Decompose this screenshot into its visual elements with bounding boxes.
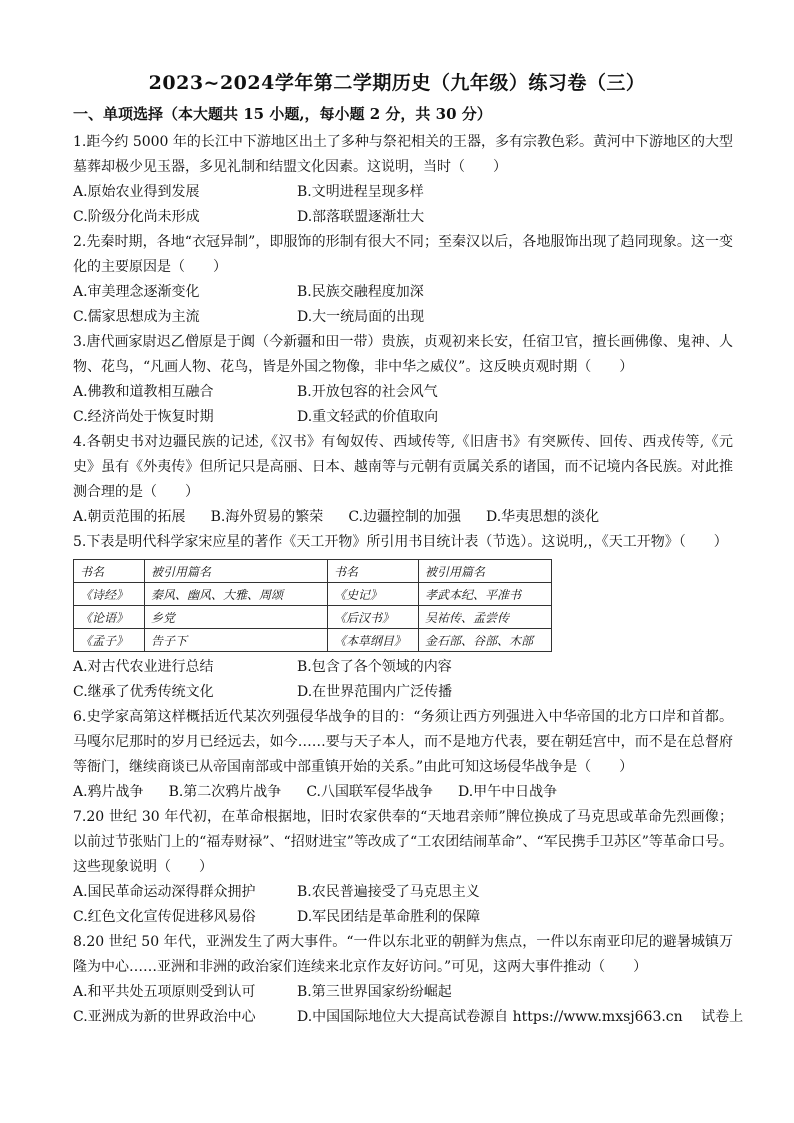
question-8 bbox=[73, 930, 744, 1030]
option-b: B.第三世界国家纷纷崛起 bbox=[297, 984, 452, 1000]
option-b: B.包含了各个领域的内容 bbox=[297, 659, 452, 675]
question-stem: 8.20 世纪 50 年代，亚洲发生了两大事件。“一件以东北亚的朝鲜为焦点，一件以东南亚印尼的避暑城镇万隆为中心……亚洲和非洲的政治家们连续来北京作友好访问。”可见，这两大事件推动（ ） bbox=[73, 934, 733, 975]
option-b: B.开放包容的社会风气 bbox=[297, 384, 438, 400]
question-2 bbox=[73, 230, 733, 330]
table-row bbox=[74, 583, 552, 606]
table-cell: 《论语》 bbox=[74, 606, 145, 629]
option-list bbox=[73, 780, 733, 805]
option-list bbox=[73, 380, 733, 430]
question-stem: 5.下表是明代科学家宋应星的著作《天工开物》所引用书目统计表（节选）。这说明,，《天工开物》（ ） bbox=[73, 534, 728, 550]
option-d: D.中国国际地位大大提高试卷源自 https://www.mxsj663.cn 试卷上 bbox=[297, 1009, 744, 1025]
table-cell: 《本草纲目》 bbox=[328, 629, 419, 652]
option-c: C.红色文化宣传促进移风易俗 bbox=[73, 909, 256, 925]
option-a: A.国民革命运动深得群众拥护 bbox=[73, 884, 256, 900]
option-list bbox=[73, 280, 733, 330]
option-a: A.鸦片战争 bbox=[73, 784, 144, 800]
table-header-row bbox=[74, 560, 552, 583]
table-header-cell: 被引用篇名 bbox=[419, 560, 552, 583]
page-title: 2023~2024学年第二学期历史（九年级）练习卷（三） bbox=[148, 72, 646, 94]
option-d: D.在世界范围内广泛传播 bbox=[297, 684, 453, 700]
table-header-cell: 书名 bbox=[328, 560, 419, 583]
table-cell: 《后汉书》 bbox=[328, 606, 419, 629]
question-stem: 3.唐代画家尉迟乙僧原是于阗（今新疆和田一带）贵族，贞观初来长安，任宿卫官，擅长画佛像、鬼神、人物、花鸟，“凡画人物、花鸟，皆是外国之物像，非中华之威仪”。这反映贞观时期（ ） bbox=[73, 334, 733, 375]
option-a: A.朝贡范围的拓展 bbox=[73, 509, 186, 525]
question-1 bbox=[73, 130, 733, 230]
option-b: B.第二次鸦片战争 bbox=[168, 784, 282, 800]
option-a: A.原始农业得到发展 bbox=[73, 184, 200, 200]
table-cell: 乡党 bbox=[145, 606, 328, 629]
table-cell: 告子下 bbox=[145, 629, 328, 652]
option-c: C.经济尚处于恢复时期 bbox=[73, 409, 214, 425]
option-d: D.重文轻武的价值取向 bbox=[297, 409, 439, 425]
option-c: C.阶级分化尚未形成 bbox=[73, 209, 200, 225]
option-a: A.佛教和道教相互融合 bbox=[73, 384, 214, 400]
option-b: B.海外贸易的繁荣 bbox=[210, 509, 324, 525]
option-list bbox=[73, 180, 733, 230]
option-list bbox=[73, 980, 744, 1030]
table-header-cell: 被引用篇名 bbox=[145, 560, 328, 583]
question-4 bbox=[73, 430, 733, 530]
question-stem: 6.史学家高第这样概括近代某次列强侵华战争的目的：“务须让西方列强进入中华帝国的北方口岸和首都。马嘎尔尼那时的岁月已经远去，如今……要与天子本人，而不是地方代表，要在朝廷宫中，而不是在总督府等衙门，继续商谈已从帝国南部或中部重镇开始的关系。”由此可知这场侵华战争是（ ） bbox=[73, 709, 733, 775]
option-list bbox=[73, 655, 733, 705]
table-cell: 秦风、幽风、大雅、周颂 bbox=[145, 583, 328, 606]
table-cell: 孝武本纪、平准书 bbox=[419, 583, 552, 606]
question-5 bbox=[73, 530, 733, 705]
option-a: A.和平共处五项原则受到认可 bbox=[73, 984, 256, 1000]
option-b: B.文明进程呈现多样 bbox=[297, 184, 424, 200]
question-stem: 4.各朝史书对边疆民族的记述,《汉书》有匈奴传、西域传等,《旧唐书》有突厥传、回传、西戎传等,《元史》虽有《外夷传》但所记只是高丽、日本、越南等与元朝有贡属关系的诸国，而不记境内各民族。对此推测合理的是（ ） bbox=[73, 434, 733, 500]
option-d: D.部落联盟逐渐壮大 bbox=[297, 209, 425, 225]
question-stem: 1.距今约 5000 年的长江中下游地区出土了多种与祭祀相关的王器，多有宗教色彩。黄河中下游地区的大型墓葬却极少见玉器，多见礼制和结盟文化因素。这说明，当时（ ） bbox=[73, 134, 733, 175]
option-c: C.边疆控制的加强 bbox=[348, 509, 461, 525]
option-d: D.大一统局面的出现 bbox=[297, 309, 425, 325]
option-a: A.对古代农业进行总结 bbox=[73, 659, 214, 675]
option-d: D.甲午中日战争 bbox=[457, 784, 558, 800]
option-c: C.亚洲成为新的世界政治中心 bbox=[73, 1009, 256, 1025]
option-list bbox=[73, 880, 733, 930]
section-heading: 一、单项选择（本大题共 15 小题,，每小题 2 分，共 30 分） bbox=[73, 105, 492, 123]
option-c: C.继承了优秀传统文化 bbox=[73, 684, 214, 700]
table-cell: 金石部、谷部、木部 bbox=[419, 629, 552, 652]
option-d: D.华夷思想的淡化 bbox=[485, 509, 600, 525]
table-cell: 《史记》 bbox=[328, 583, 419, 606]
question-list bbox=[73, 130, 744, 1030]
table-cell: 吴祐传、孟尝传 bbox=[419, 606, 552, 629]
question-stem: 7.20 世纪 30 年代初，在革命根据地，旧时农家供奉的“天地君亲师”牌位换成了马克思或革命先烈画像；以前过节张贴门上的“福寿财禄”、“招财进宝”等改成了“工农团结闹革命”、“军民携手卫苏区”等革命口号。这些现象说明（ ） bbox=[73, 809, 733, 875]
question-3 bbox=[73, 330, 733, 430]
question-7 bbox=[73, 805, 733, 930]
question-stem: 2.先秦时期，各地“衣冠异制”，即服饰的形制有很大不同；至秦汉以后，各地服饰出现了趋同现象。这一变化的主要原因是（ ） bbox=[73, 234, 733, 275]
table-cell: 《诗经》 bbox=[74, 583, 145, 606]
table-row bbox=[74, 629, 552, 652]
table-row bbox=[74, 606, 552, 629]
table-header-cell: 书名 bbox=[74, 560, 145, 583]
question-6 bbox=[73, 705, 733, 805]
option-list bbox=[73, 505, 733, 530]
citation-table bbox=[73, 559, 552, 652]
option-d: D.军民团结是革命胜利的保障 bbox=[297, 909, 481, 925]
table-cell: 《孟子》 bbox=[74, 629, 145, 652]
option-a: A.审美理念逐渐变化 bbox=[73, 284, 200, 300]
option-c: C.八国联军侵华战争 bbox=[306, 784, 433, 800]
option-b: B.农民普遍接受了马克思主义 bbox=[297, 884, 480, 900]
option-b: B.民族交融程度加深 bbox=[297, 284, 424, 300]
option-c: C.儒家思想成为主流 bbox=[73, 309, 200, 325]
